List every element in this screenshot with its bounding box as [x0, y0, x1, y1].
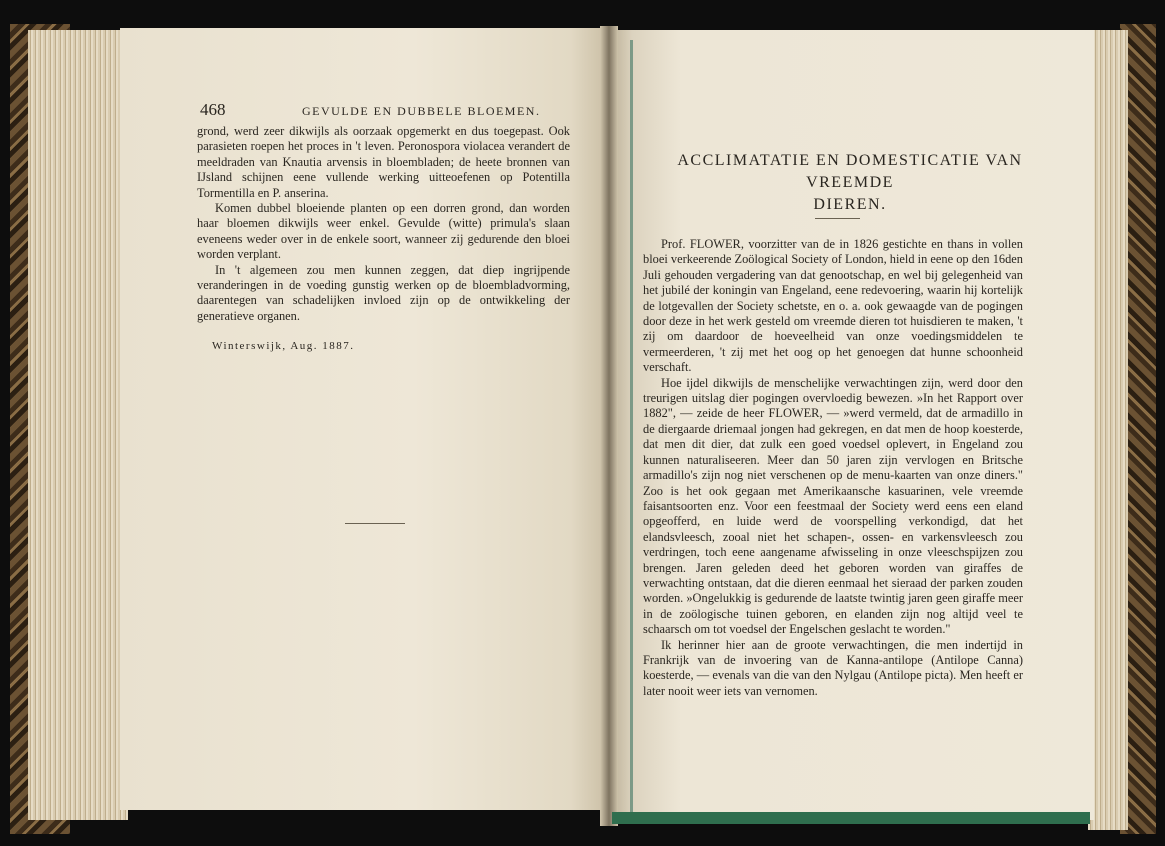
left-body-text	[197, 124, 570, 324]
page-edges-left	[28, 30, 128, 820]
page-edges-right	[1088, 30, 1128, 830]
title-rule	[815, 218, 860, 219]
article-title-line: DIEREN.	[813, 196, 887, 213]
bookmark-ribbon	[630, 40, 633, 820]
section-divider	[345, 523, 405, 524]
running-head: GEVULDE EN DUBBELE BLOEMEN.	[302, 104, 541, 118]
right-body-text	[643, 237, 1023, 699]
cover-bottom-strip	[612, 812, 1090, 824]
page-number: 468	[200, 100, 226, 119]
article-title	[640, 150, 1060, 216]
book-gutter	[600, 26, 618, 826]
paragraph: grond, werd zeer dikwijls als oorzaak opgemerkt en dus toegepast. Ook parasieten roepen het proces in 't leven. Peronospora violacea verandert de meeldraden van Knautia arvensis in bloembladen; de heete bronnen van IJsland schijnen eene vullende werking uitteoefenen op Potentilla Tormentilla en P. anserina.	[197, 124, 570, 200]
paragraph: Ik herinner hier aan de groote verwachtingen, die men indertijd in Frankrijk van de invoering van de Kanna-antilope (Antilope Canna) koesterde, — evenals van die van den Nylgau (Antilope picta). Men heeft er later nooit weer iets van vernomen.	[643, 637, 1023, 698]
signature-place-date: Winterswijk, Aug. 1887.	[212, 340, 355, 352]
paragraph: In 't algemeen zou men kunnen zeggen, dat diep ingrijpende veranderingen in de voeding gunstig werken op de bloembladvorming, daarentegen van schadelijken invloed zijn op de ontwikkeling der generatieve organen.	[197, 262, 570, 323]
paragraph: Prof. FLOWER, voorzitter van de in 1826 gestichte en thans in vollen bloei verkeerende Zoölogical Society of London, hield in eene op den 16den Juli gehouden vergadering van dat genootschap, en wel bij gelegenheid van het jubilé der koningin van Engeland, eene redevoering, waarin hij kortelijk de lotgevallen der Society schetste, en o. a. ook gewaagde van de pogingen door deze in het werk gesteld om vreemde dieren tot huisdieren te maken, 't zij om daardoor de hoeveelheid van onze voedingsmiddelen te vermeerderen, 't zij met het oog op het genoegen dat hunne schoonheid verschaft.	[643, 237, 1023, 375]
paragraph: Komen dubbel bloeiende planten op een dorren grond, dan worden haar bloemen dikwijls weer enkel. Gevulde (witte) primula's slaan eveneens weder over in de enkele soort, wanneer zij gedurende den bloei worden verplant.	[197, 201, 570, 262]
paragraph: Hoe ijdel dikwijls de menschelijke verwachtingen zijn, werd door den treurigen uitslag dier pogingen overvloedig bewezen. »In het Rapport over 1882", — zeide de heer FLOWER, — »werd vermeld, dat de armadillo in de diergaarde driemaal jongen had gekregen, en dat men de hoop koesterde, dat men dit dier, dat zulk een goed voedsel oplevert, in Engeland zou kunnen naturaliseeren. Meer dan 50 jaren zijn vervlogen en Britsche armadillo's zijn nog niet verschenen op de menu-kaarten van onze diners." Zoo is het ook gegaan met Amerikaansche kasuarinen, vele vreemde faisantsoorten enz. Voor een feestmaal der Society werd eens een eland opgeofferd, en luide werd de voorspelling verkondigd, dat het elandsvleesch, zooal niet het schapen-, ossen- en varkensvleesch zou verdringen, toch eene aangename afwisseling in onze vleeschspijzen zou brengen. Jaren geleden deed het geboren worden van giraffes de verwachting ontstaan, dat die dieren eenmaal het sieraad der parken zouden worden. »Ongelukkig is gedurende de laatste twintig jaren geen giraffe meer in de zoölogische tuinen geboren, en elanden zijn nog altijd veel te schaarsch om tot voedsel der Engelschen geslacht te worden."	[643, 375, 1023, 637]
article-title-line: ACCLIMATATIE EN DOMESTICATIE VAN VREEMDE	[677, 152, 1023, 191]
